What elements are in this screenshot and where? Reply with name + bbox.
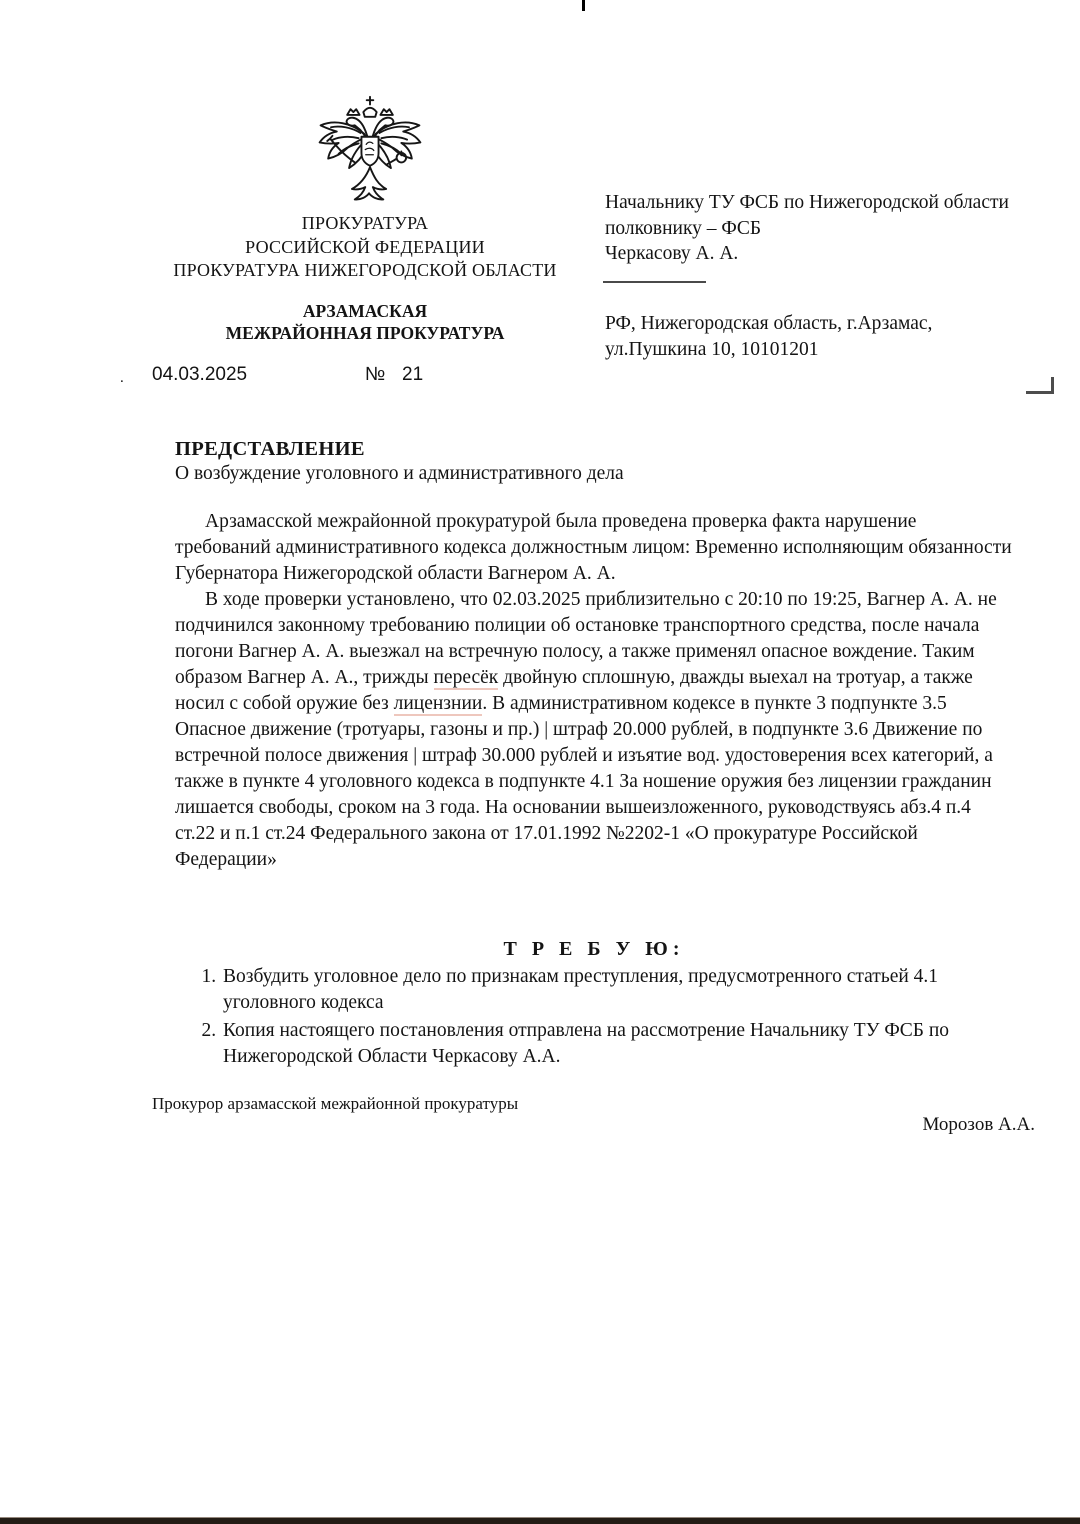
document-date: 04.03.2025 xyxy=(152,364,248,385)
body-paragraph xyxy=(175,587,1013,873)
recipient-address-line: ул.Пушкина 10, 10101201 xyxy=(605,338,819,360)
document-title: ПРЕДСТАВЛЕНИЕ xyxy=(175,438,365,460)
sender-org-line: ПРОКУРАТУРА НИЖЕГОРОДСКОЙ ОБЛАСТИ xyxy=(173,260,557,280)
body-paragraph-text: . В административном кодексе в пункте 3 подпункте 3.5 Опасное движение (тротуары, газоны и пр.) | штраф 20.000 рублей, в подпункте 3.6 Движение по встречной полосе движения | штраф 30.000 рублей и изъятие вод. удостоверения всех категорий, а также в пункте 4 уголовного кодекса в подпункте 4.1 За ношение оружия без лицензии гражданин лишается свободы, сроком на 3 года. На основании вышеизложенного, руководствуясь абз.4 п.4 ст.22 и п.1 ст.24 Федерального закона от 17.01.1992 №2202-1 «О прокуратуре Российской Федерации» xyxy=(175,693,993,870)
recipient-line: полковнику – ФСБ xyxy=(605,217,762,239)
sender-org-line: РОССИЙСКОЙ ФЕДЕРАЦИИ xyxy=(245,236,485,257)
sender-org-line: ПРОКУРАТУРА xyxy=(301,213,429,233)
body-paragraph-text: двойную сплошную, дважды выехал на тротуар, а также носил с собой оружие без xyxy=(175,667,973,714)
russia-coat-of-arms-icon xyxy=(313,92,427,210)
demand-item: 2. Копия настоящего постановления отправлена на рассмотрение Начальнику ТУ ФСБ по Нижегородской Области Черкасову А.А. xyxy=(221,1018,1028,1070)
body-paragraph xyxy=(175,509,1013,587)
recipient-block xyxy=(605,190,1035,267)
stray-dot-mark: . xyxy=(120,370,124,386)
recipient-address-line: РФ, Нижегородская область, г.Арзамас, xyxy=(605,313,933,334)
document-number: 21 xyxy=(402,364,424,385)
page-bottom-edge xyxy=(0,1517,1080,1524)
signature-role: Прокурор арзамасской межрайонной прокуратуры xyxy=(152,1094,519,1113)
demands-heading: Т Р Е Б У Ю: xyxy=(503,938,685,960)
misspelled-word: лицензнии xyxy=(393,693,483,714)
body-paragraph-text: В ходе проверки установлено, что 02.03.2025 приблизительно с 20:10 по 19:25, Вагнер А. А. не подчинился законному требованию полиции об остановке транспортного средства, после начала погони Вагнер А. А. выезжал на встречную полосу, а также применял опасное вождение. Таким образом Вагнер А. А., трижды xyxy=(175,589,997,688)
recipient-line: Черкасову А. А. xyxy=(605,243,739,264)
sender-office-line: АРЗАМАСКАЯ xyxy=(302,301,428,321)
sender-office-line: МЕЖРАЙОННАЯ ПРОКУРАТУРА xyxy=(225,323,505,343)
sender-org-block xyxy=(120,212,610,283)
signature-name: Морозов А.А. xyxy=(922,1114,1035,1135)
demand-item: 1. Возбудить уголовное дело по признакам преступления, предусмотренного статьей 4.1 уголовного кодекса xyxy=(221,964,1028,1016)
number-sign: № xyxy=(365,364,386,385)
sender-office-block xyxy=(120,300,610,344)
document-body xyxy=(175,509,1013,873)
recipient-address-block xyxy=(605,311,1035,362)
body-paragraph-text: Арзамасской межрайонной прокуратурой была проведена проверка факта нарушение требований административного кодекса должностным лицом: Временно исполняющим обязанности Губернатора Нижегородской области Вагнером А. А. xyxy=(175,511,1012,584)
document-subtitle: О возбуждение уголовного и административного дела xyxy=(175,463,624,484)
demands-list xyxy=(183,964,1028,1072)
top-edge-mark xyxy=(582,0,585,11)
corner-bracket-mark xyxy=(1026,377,1054,394)
signature-blank-line xyxy=(603,281,706,283)
misspelled-word: пересёк xyxy=(433,667,499,688)
recipient-line: Начальнику ТУ ФСБ по Нижегородской области xyxy=(605,192,1009,213)
